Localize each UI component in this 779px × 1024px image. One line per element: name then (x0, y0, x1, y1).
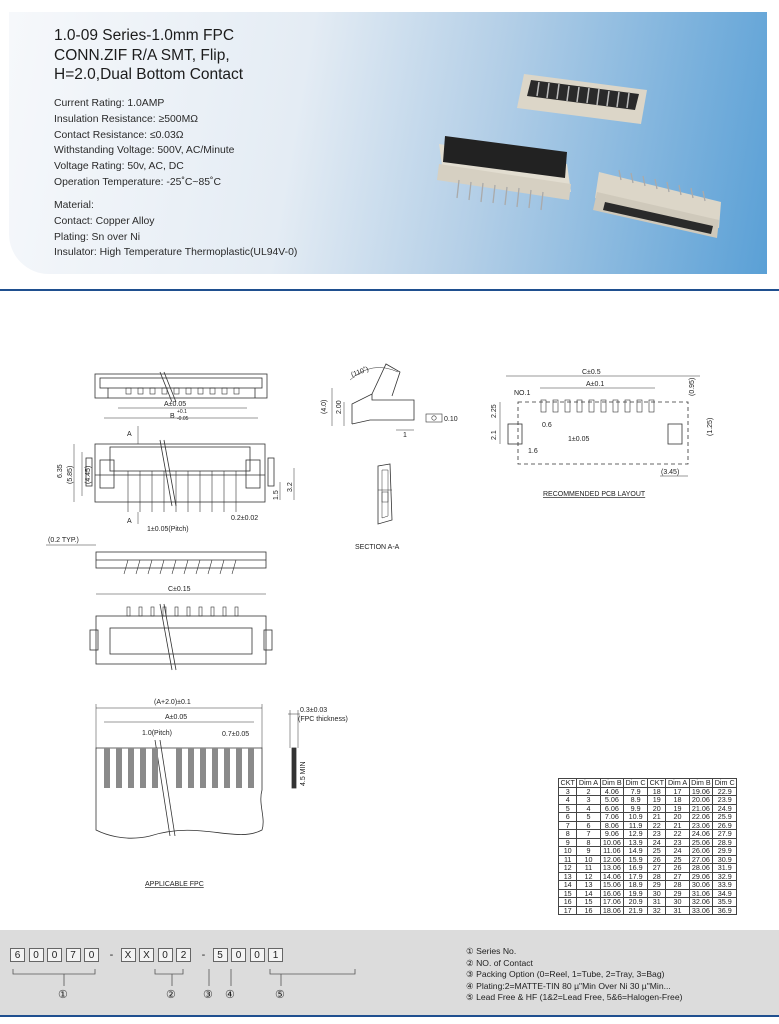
plan-view-drawing (74, 426, 294, 524)
table-cell: 21 (666, 821, 689, 830)
pcb-dim-a-label: A±0.1 (586, 381, 605, 388)
table-cell: 28 (648, 872, 666, 881)
table-header: CKT (560, 778, 575, 787)
fpc-thickness-label: (FPC thickness) (298, 716, 348, 723)
table-cell: 16.06 (600, 889, 624, 898)
table-cell: 13.06 (600, 864, 624, 873)
table-cell: 27.06 (689, 855, 713, 864)
material-list (54, 198, 297, 261)
part-digit: 1 (268, 948, 283, 962)
table-cell: 31.06 (689, 889, 713, 898)
table-cell: 5 (559, 804, 577, 813)
table-cell: 18 (648, 787, 666, 796)
product-photo (419, 52, 739, 242)
part-digit: 0 (29, 948, 44, 962)
pcb-125-label: (1.25) (707, 417, 714, 436)
table-cell: 24.06 (689, 830, 713, 839)
marker-2: ② (166, 989, 176, 1001)
spec-item: Withstanding Voltage: 500V, AC/Minute (54, 145, 235, 157)
dim-b-tol-up: +0.1 (177, 409, 187, 415)
table-cell: 20 (666, 813, 689, 822)
table-cell: 26 (648, 855, 666, 864)
table-header: Dim B (602, 778, 622, 787)
profile-view-drawing (332, 364, 442, 430)
table-cell: 9 (559, 838, 577, 847)
table-cell: 19 (648, 796, 666, 805)
table-cell: 11 (559, 855, 577, 864)
dim-c-label: C±0.15 (168, 586, 191, 593)
table-cell: 24.9 (713, 804, 737, 813)
title-line: 1.0-09 Series-1.0mm FPC (54, 27, 235, 44)
legend-item: ② NO. of Contact (466, 957, 533, 968)
table-cell: 23.9 (713, 796, 737, 805)
fpc-title: APPLICABLE FPC (145, 881, 204, 888)
table-cell: 12.9 (624, 830, 648, 839)
typ-label: (0.2 TYP.) (48, 537, 79, 544)
table-cell: 19.06 (689, 787, 713, 796)
spec-item: Insulation Resistance: ≥500MΩ (54, 113, 199, 125)
table-cell: 13.9 (624, 838, 648, 847)
table-cell: 36.9 (713, 906, 737, 915)
table-cell: 27.9 (713, 830, 737, 839)
table-cell: 13 (559, 872, 577, 881)
marker-3: ③ (203, 989, 213, 1001)
spec-item: Current Rating: 1.0AMP (54, 98, 165, 109)
flatness-label: 0.10 (444, 416, 458, 423)
table-cell: 19 (666, 804, 689, 813)
table-cell: 27 (666, 872, 689, 881)
legend-item: ③ Packing Option (0=Reel, 1=Tube, 2=Tray, 3=Bag) (466, 969, 665, 980)
table-cell: 22 (648, 821, 666, 830)
table-cell: 8.06 (600, 821, 624, 830)
table-cell: 18.9 (624, 881, 648, 890)
fpc-drawing (96, 704, 300, 838)
table-cell: 16 (559, 898, 577, 907)
table-cell: 14 (577, 889, 600, 898)
table-cell: 6 (577, 821, 600, 830)
table-cell: 9.06 (600, 830, 624, 839)
table-header: Dim A (578, 778, 599, 787)
table-cell: 20.06 (689, 796, 713, 805)
table-cell: 11.06 (600, 847, 624, 856)
table-cell: 7.06 (600, 813, 624, 822)
table-cell: 22 (666, 830, 689, 839)
table-cell: 15.9 (624, 855, 648, 864)
table-cell: 18 (666, 796, 689, 805)
table-cell: 23 (648, 830, 666, 839)
table-cell: 14.06 (600, 872, 624, 881)
table-cell: 20.9 (624, 898, 648, 907)
material-item: Insulator: High Temperature Thermoplastic(UL94V-0) (54, 247, 298, 259)
dim-40-label: (4.0) (321, 399, 328, 414)
divider-line (0, 1015, 779, 1017)
table-row (559, 830, 737, 839)
fpc-finger-width-label: 0.7±0.05 (222, 731, 250, 738)
material-item: Contact: Copper Alloy (54, 215, 155, 227)
table-cell: 30.9 (713, 855, 737, 864)
section-view-drawing (378, 464, 392, 524)
table-cell: 35.9 (713, 898, 737, 907)
product-header (9, 12, 767, 274)
table-cell: 21.06 (689, 804, 713, 813)
bottom-view-drawing (90, 604, 272, 670)
table-cell: 24 (666, 847, 689, 856)
dim-a-label: A±0.05 (164, 401, 187, 408)
dim-20-label: 2.00 (336, 400, 343, 414)
pcb-095-label: (0.95) (689, 377, 696, 396)
pcb-06-label: 0.6 (542, 422, 552, 429)
legend-item: ① Series No. (466, 946, 517, 956)
pcb-pitch-label: 1±0.05 (568, 436, 590, 443)
table-row (559, 813, 737, 822)
table-cell: 8.9 (624, 796, 648, 805)
section-title: SECTION A-A (355, 544, 400, 551)
fpc-contacts (104, 748, 254, 788)
fpc-pitch-label: 1.0(Pitch) (142, 730, 172, 737)
pcb-dim-c-label: C±0.5 (582, 369, 601, 376)
table-cell: 19.9 (624, 889, 648, 898)
part-digit: 7 (66, 948, 81, 962)
dim-32-label: 3.2 (287, 482, 294, 492)
table-cell: 8 (577, 838, 600, 847)
table-cell: 6.06 (600, 804, 624, 813)
table-row (559, 906, 737, 915)
table-cell: 10 (559, 847, 577, 856)
fpc-dim-a-label: A±0.05 (165, 714, 188, 721)
pcb-21-label: 2.1 (491, 430, 498, 440)
table-cell: 17 (666, 787, 689, 796)
table-cell: 10 (577, 855, 600, 864)
connector-photo-top (517, 74, 647, 124)
part-separator: - (109, 949, 114, 961)
table-cell: 16.9 (624, 864, 648, 873)
part-digit: 0 (84, 948, 99, 962)
table-header: Dim B (691, 778, 711, 787)
fpc-min-length-label: 4.5 MIN (300, 761, 307, 786)
connector-photo-left (437, 136, 571, 210)
angle-label: (110˚) (350, 366, 370, 379)
legend-item: ④ Plating:2=MATTE-TIN 80 µ"Min Over Ni 30 µ"Min... (466, 980, 671, 991)
table-cell: 14 (559, 881, 577, 890)
table-cell: 28.06 (689, 864, 713, 873)
spec-item: Contact Resistance: ≤0.03Ω (54, 129, 184, 141)
table-row (559, 821, 737, 830)
table-cell: 15 (559, 889, 577, 898)
part-digit: 0 (250, 948, 265, 962)
table-cell: 25 (648, 847, 666, 856)
table-cell: 25 (666, 855, 689, 864)
table-header: Dim C (625, 778, 646, 787)
part-digit: 2 (176, 948, 191, 962)
part-digit: 0 (47, 948, 62, 962)
table-cell: 4.06 (600, 787, 624, 796)
table-cell: 10.06 (600, 838, 624, 847)
divider-line (0, 289, 779, 291)
part-digit: 5 (213, 948, 228, 962)
table-cell: 22.9 (713, 787, 737, 796)
table-body (559, 787, 737, 915)
dim-1-label: 1 (403, 432, 407, 439)
table-cell: 29.06 (689, 872, 713, 881)
table-header-row (559, 779, 737, 788)
table-cell: 12 (577, 872, 600, 881)
dim-635-label: 6.35 (57, 464, 64, 478)
side-view-drawing (46, 545, 266, 594)
table-row (559, 847, 737, 856)
table-header: Dim C (714, 778, 735, 787)
part-digit: 0 (158, 948, 173, 962)
pcb-345-label: (3.45) (661, 469, 680, 476)
part-digit: 0 (231, 948, 246, 962)
legend-item: ⑤ Lead Free & HF (1&2=Lead Free, 5&6=Halogen-Free) (466, 992, 683, 1003)
dim-b-tol-down: -0.05 (177, 416, 189, 422)
part-number-brackets (0, 930, 380, 1016)
table-cell: 23.06 (689, 821, 713, 830)
fpc-thickness-value: 0.3±0.03 (300, 707, 328, 714)
table-cell: 11.9 (624, 821, 648, 830)
table-cell: 15.06 (600, 881, 624, 890)
width-label: 0.2±0.02 (231, 515, 259, 522)
table-cell: 25.06 (689, 838, 713, 847)
table-cell: 7 (559, 821, 577, 830)
table-cell: 22.06 (689, 813, 713, 822)
table-cell: 16 (577, 906, 600, 915)
part-digit: X (139, 948, 154, 962)
dim-445-label: (4.45) (85, 465, 92, 484)
table-cell: 23 (666, 838, 689, 847)
table-cell: 29 (648, 881, 666, 890)
table-cell: 9 (577, 847, 600, 856)
table-cell: 26.06 (689, 847, 713, 856)
table-header: Dim A (667, 778, 688, 787)
table-cell: 32.06 (689, 898, 713, 907)
table-cell: 25.9 (713, 813, 737, 822)
pitch-label: 1±0.05(Pitch) (147, 526, 189, 533)
table-row (559, 898, 737, 907)
table-cell: 6 (559, 813, 577, 822)
material-item: Material: (54, 200, 94, 211)
table-cell: 10.9 (624, 813, 648, 822)
title-line: CONN.ZIF R/A SMT, Flip, (54, 46, 230, 64)
pcb-layout-title: RECOMMENDED PCB LAYOUT (543, 491, 646, 498)
table-cell: 29 (666, 889, 689, 898)
marker-4: ④ (225, 989, 235, 1001)
table-cell: 27 (648, 864, 666, 873)
table-row (559, 838, 737, 847)
table-cell: 2 (577, 787, 600, 796)
part-digit: X (121, 948, 136, 962)
table-cell: 14.9 (624, 847, 648, 856)
part-number-legend (466, 946, 682, 1004)
dim-15-label: 1.5 (273, 490, 280, 500)
section-marker-top: A (127, 431, 132, 438)
table-cell: 33.9 (713, 881, 737, 890)
part-digit: 6 (10, 948, 25, 962)
pcb-225-label: 2.25 (491, 404, 498, 418)
part-number-section (0, 930, 779, 1016)
marker-1: ① (58, 989, 68, 1001)
table-cell: 31.9 (713, 864, 737, 873)
table-cell: 31 (666, 906, 689, 915)
table-cell: 21 (648, 813, 666, 822)
table-cell: 28.9 (713, 838, 737, 847)
table-cell: 9.9 (624, 804, 648, 813)
table-row (559, 796, 737, 805)
table-cell: 30 (666, 898, 689, 907)
table-cell: 18.06 (600, 906, 624, 915)
table-row (559, 864, 737, 873)
table-cell: 4 (577, 804, 600, 813)
table-cell: 3 (559, 787, 577, 796)
dim-b-label: B (170, 413, 175, 420)
table-cell: 26.9 (713, 821, 737, 830)
table-cell: 32 (648, 906, 666, 915)
spec-item: Operation Temperature: -25˚C~85˚C (54, 176, 222, 188)
table-cell: 15 (577, 898, 600, 907)
spec-item: Voltage Rating: 50v, AC, DC (54, 161, 184, 173)
table-cell: 7.9 (624, 787, 648, 796)
table-cell: 29.9 (713, 847, 737, 856)
table-cell: 21.9 (624, 906, 648, 915)
section-marker-bottom: A (127, 518, 132, 525)
table-cell: 17.06 (600, 898, 624, 907)
table-cell: 7 (577, 830, 600, 839)
part-separator: - (201, 949, 206, 961)
table-row (559, 787, 737, 796)
table-cell: 17 (559, 906, 577, 915)
product-title (54, 26, 243, 85)
fpc-total-width-label: (A+2.0)±0.1 (154, 699, 191, 706)
pcb-16-label: 1.6 (528, 448, 538, 455)
table-cell: 8 (559, 830, 577, 839)
table-cell: 34.9 (713, 889, 737, 898)
table-cell: 12 (559, 864, 577, 873)
title-line: H=2.0,Dual Bottom Contact (54, 66, 244, 83)
table-header: CKT (649, 778, 664, 787)
table-row (559, 804, 737, 813)
table-cell: 17.9 (624, 872, 648, 881)
table-cell: 32.9 (713, 872, 737, 881)
table-cell: 12.06 (600, 855, 624, 864)
table-cell: 3 (577, 796, 600, 805)
spec-list (54, 96, 234, 191)
table-cell: 28 (666, 881, 689, 890)
marker-5: ⑤ (275, 989, 285, 1001)
pin1-label: NO.1 (514, 390, 531, 397)
table-cell: 5.06 (600, 796, 624, 805)
table-cell: 5 (577, 813, 600, 822)
table-cell: 31 (648, 898, 666, 907)
dimension-table (558, 778, 737, 915)
connector-photo-right (593, 170, 721, 238)
table-cell: 13 (577, 881, 600, 890)
table-cell: 11 (577, 864, 600, 873)
table-cell: 4 (559, 796, 577, 805)
table-cell: 30 (648, 889, 666, 898)
table-cell: 26 (666, 864, 689, 873)
dim-585-label: (5.85) (67, 465, 74, 484)
table-row (559, 881, 737, 890)
table-cell: 20 (648, 804, 666, 813)
table-cell: 33.06 (689, 906, 713, 915)
table-cell: 24 (648, 838, 666, 847)
material-item: Plating: Sn over Ni (54, 231, 141, 243)
table-cell: 30.06 (689, 881, 713, 890)
